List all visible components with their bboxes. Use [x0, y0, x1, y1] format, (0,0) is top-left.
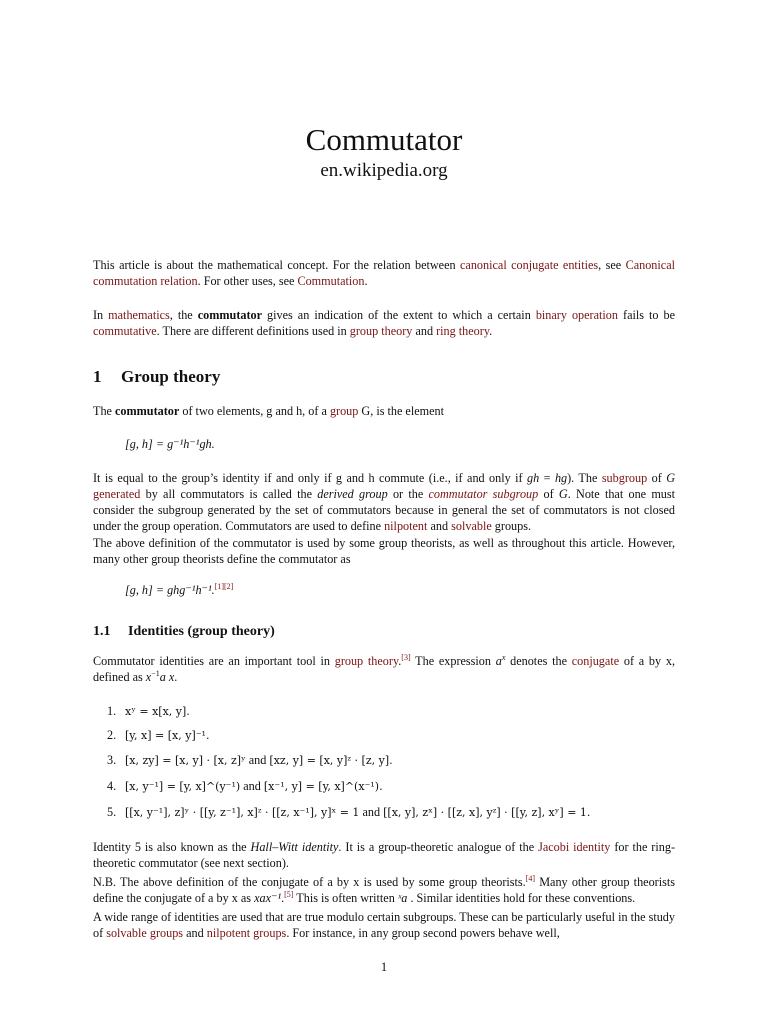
- link-group-theory[interactable]: group theory: [334, 654, 399, 668]
- alternate-commutator-formula: [g, h] = ghg⁻¹h⁻¹.[1][2]: [125, 581, 234, 597]
- page-number: 1: [380, 960, 388, 974]
- link-ring-theory[interactable]: ring theory: [436, 324, 490, 338]
- paragraph: Commutator identities are an important tool in group theory.[3] The expression $a^x$ denotes the conjugate of a by x, defined as $x^{-1}a$ x.: [93, 652, 675, 684]
- intro-paragraph: In mathematics, the commutator gives an indication of the extent to which a certain binary operation fails to be commutative. There are different definitions used in group theory and ring theory.: [93, 308, 676, 338]
- link-nilpotent[interactable]: nilpotent: [384, 519, 428, 533]
- link-group-theory[interactable]: group theory: [349, 324, 413, 338]
- paragraph: The commutator of two elements, g and h, of a group G, is the element: [93, 404, 445, 418]
- link-solvable[interactable]: solvable: [451, 519, 492, 533]
- paragraph: It is equal to the group’s identity if and only if g and h commute (i.e., if and only if gh = hg). The subgroup of G generated by all commutators is called the derived group or the commutator subgroup of G. Note that one must consider the subgroup generated by the set of commutators because in general the set of commutators is not closed under the group operation. Commutators are used to define nilpotent and solvable groups.: [93, 471, 676, 533]
- link-jacobi-identity[interactable]: Jacobi identity: [538, 840, 611, 854]
- list-item: 5. [[x, y⁻¹], z]ʸ · [[y, z⁻¹], x]ᶻ · [[z, x⁻¹], y]ˣ = 1 and [[x, y], zˣ] · [[z, x], yᶻ] · [[y, z], xʸ] = 1.: [107, 805, 591, 819]
- link-solvable-groups[interactable]: solvable groups: [106, 926, 184, 940]
- bold-term: commutator: [197, 308, 263, 322]
- paragraph: N.B. The above definition of the conjugate of a by x is used by some group theorists.[4] Many other group theorists define the conjugate of a by x as xax⁻¹.[5] This is often written ˣa . Similar identities hold for these conventions.: [93, 873, 675, 905]
- link-subgroup[interactable]: subgroup: [601, 471, 648, 485]
- citation[interactable]: [5]: [284, 889, 294, 899]
- link-commutative[interactable]: commutative: [93, 324, 157, 338]
- link-conjugate[interactable]: conjugate: [571, 654, 620, 668]
- link-commutator-subgroup[interactable]: commutator subgroup: [428, 487, 539, 501]
- list-item: 2. [y, x] = [x, y]⁻¹.: [107, 728, 210, 742]
- hatnote: This article is about the mathematical concept. For the relation between canonical conjugate entities, see Canonical commutation relation. For other uses, see Commutation.: [93, 258, 675, 288]
- commutator-formula: [g, h] = g⁻¹h⁻¹gh.: [125, 437, 215, 451]
- citation[interactable]: [1][2]: [214, 581, 234, 591]
- section-heading-group-theory: 1 Group theory: [93, 367, 221, 386]
- list-item: 4. [x, y⁻¹] = [y, x]^(y⁻¹) and [x⁻¹, y] = [y, x]^(x⁻¹).: [107, 779, 383, 793]
- citation[interactable]: [3]: [401, 652, 411, 662]
- link-nilpotent-groups[interactable]: nilpotent groups: [206, 926, 287, 940]
- link-binary-operation[interactable]: binary operation: [535, 308, 618, 322]
- link-generated[interactable]: generated: [93, 487, 141, 501]
- link-canonical-commutation-relation[interactable]: Canonical commutation relation: [93, 258, 675, 288]
- list-item: 3. [x, zy] = [x, y] · [x, z]ʸ and [xz, y] = [x, y]ᶻ · [z, y].: [107, 753, 393, 767]
- paragraph: Identity 5 is also known as the Hall–Witt identity. It is a group-theoretic analogue of the Jacobi identity for the ring-theoretic commutator (see next section).: [93, 840, 676, 870]
- paragraph: A wide range of identities are used that are true modulo certain subgroups. These can be particularly useful in the study of solvable groups and nilpotent groups. For instance, in any group second powers behave well,: [93, 910, 675, 940]
- link-canonical-conjugate-entities[interactable]: canonical conjugate entities: [460, 258, 599, 272]
- page-title: Commutator: [305, 122, 463, 157]
- page-subtitle: en.wikipedia.org: [320, 160, 448, 181]
- list-item: 1. xʸ = x[x, y].: [107, 704, 190, 718]
- link-mathematics[interactable]: mathematics: [108, 308, 170, 322]
- section-heading-identities: 1.1 Identities (group theory): [93, 624, 275, 639]
- link-commutation[interactable]: Commutation: [297, 274, 365, 288]
- paragraph: The above definition of the commutator is used by some group theorists, as well as throughout this article. However, many other group theorists define the commutator as: [93, 536, 675, 566]
- citation[interactable]: [4]: [525, 873, 536, 883]
- link-group[interactable]: group: [329, 404, 359, 418]
